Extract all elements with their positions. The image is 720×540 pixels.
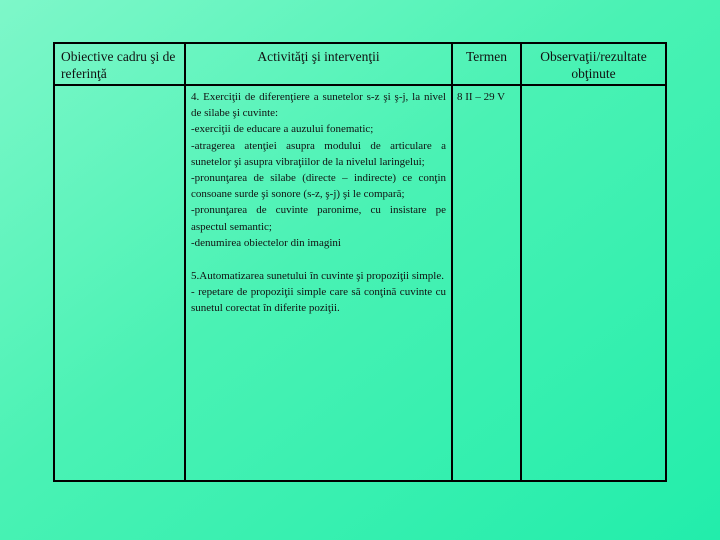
cell-term: 8 II – 29 V bbox=[457, 91, 506, 103]
cell-activities bbox=[191, 89, 446, 334]
activity-line: -atragerea atenţiei asupra modului de articulare a sunetelor şi asupra vibraţiilor de la nivelul laringelui; bbox=[191, 139, 446, 168]
header-divider bbox=[186, 84, 451, 86]
activity-line: - repetare de propoziţii simple care să conţină cuvinte cu sunetul corectat în diferite poziţii. bbox=[191, 286, 446, 315]
header-divider bbox=[55, 84, 184, 86]
activity-block-5 bbox=[191, 268, 446, 317]
header-divider bbox=[522, 84, 665, 86]
header-observations: Observaţii/rezultate obţinute bbox=[540, 49, 647, 81]
activity-block-4 bbox=[191, 89, 446, 251]
column-divider bbox=[451, 44, 453, 480]
header-objectives: Obiective cadru şi de referinţă bbox=[61, 49, 176, 81]
activity-line: -exerciţii de educare a auzului fonematic; bbox=[191, 123, 374, 136]
header-divider bbox=[453, 84, 520, 86]
activity-line: 4. Exerciţii de diferenţiere a sunetelor s-z şi ş-j, la nivel de silabe şi cuvinte: bbox=[191, 91, 446, 120]
column-divider bbox=[520, 44, 522, 480]
activity-line: -pronunţarea de cuvinte paronime, cu insistare pe aspectul semantic; bbox=[191, 204, 446, 233]
activity-line: -pronunţarea de silabe (directe – indirecte) ce conţin consoane surde şi sonore (s-z, ş-j) şi le compară; bbox=[191, 172, 446, 201]
header-term: Termen bbox=[465, 49, 508, 64]
column-divider bbox=[184, 44, 186, 480]
header-activities: Activităţi şi intervenţii bbox=[257, 49, 380, 64]
activity-line: -denumirea obiectelor din imagini bbox=[191, 236, 341, 249]
activity-line: 5.Automatizarea sunetului în cuvinte şi propoziţii simple. bbox=[191, 270, 444, 283]
plan-table bbox=[53, 42, 667, 482]
